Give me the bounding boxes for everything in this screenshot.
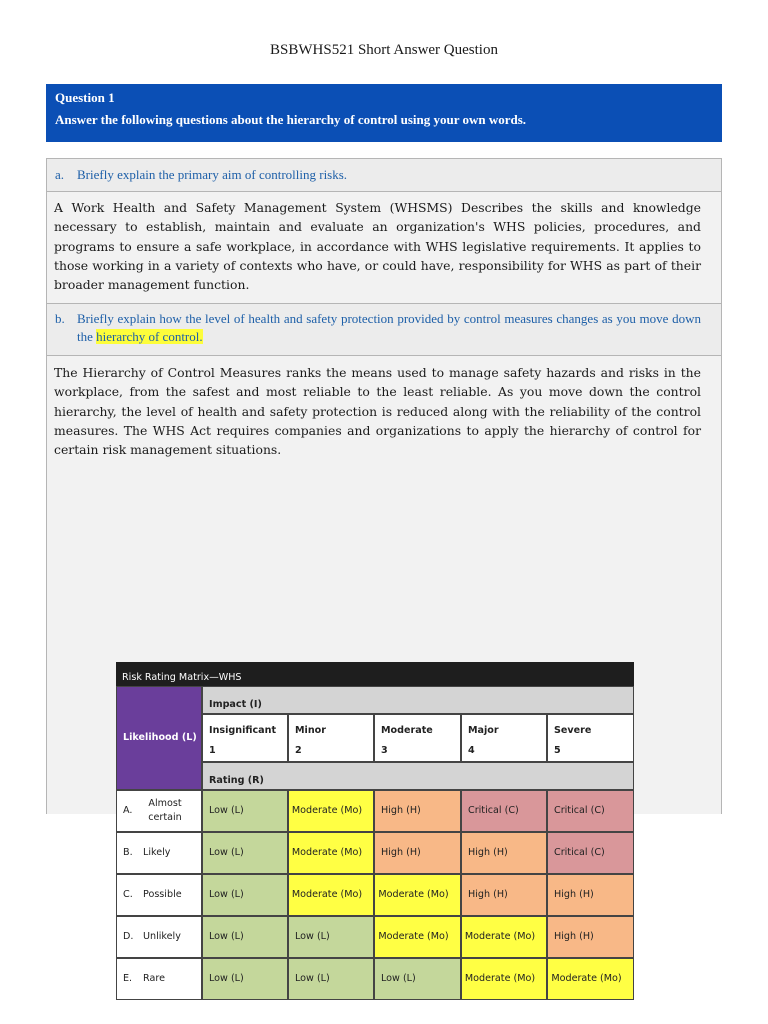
risk-rating-cell: Critical (C)	[461, 790, 547, 832]
impact-column-header	[547, 714, 634, 762]
likelihood-row-label	[116, 958, 202, 1000]
likelihood-row-label	[116, 832, 202, 874]
question-instruction: Answer the following questions about the hierarchy of control using your own words.	[55, 112, 527, 127]
risk-rating-cell: Low (L)	[202, 958, 288, 1000]
impact-value: 4	[468, 745, 475, 756]
likelihood-text: Almost certain	[148, 798, 182, 823]
risk-rating-cell: Moderate (Mo)	[288, 790, 374, 832]
likelihood-row-label	[116, 790, 202, 832]
impact-value: 5	[554, 745, 561, 756]
impact-label: Severe	[554, 725, 592, 736]
risk-rating-cell: High (H)	[547, 874, 634, 916]
impact-column-header	[374, 714, 461, 762]
impact-column-header	[288, 714, 374, 762]
impact-value: 2	[295, 745, 302, 756]
risk-rating-cell: Moderate (Mo)	[461, 958, 547, 1000]
risk-rating-matrix	[116, 662, 634, 1000]
risk-rating-cell: Low (L)	[288, 958, 374, 1000]
likelihood-row-label	[116, 916, 202, 958]
likelihood-letter: E.	[123, 973, 133, 985]
question-a	[47, 159, 721, 192]
risk-rating-cell: High (H)	[374, 832, 461, 874]
question-b-letter: b.	[55, 311, 65, 326]
impact-column-header	[202, 714, 288, 762]
risk-rating-cell: High (H)	[374, 790, 461, 832]
question-banner	[46, 84, 722, 142]
likelihood-text: Unlikely	[143, 931, 181, 942]
risk-rating-cell: Critical (C)	[547, 832, 634, 874]
risk-rating-cell: Moderate (Mo)	[374, 916, 461, 958]
likelihood-text: Likely	[143, 847, 171, 858]
risk-rating-cell: Moderate (Mo)	[288, 874, 374, 916]
question-table	[46, 158, 722, 985]
answer-a[interactable]: A Work Health and Safety Management System (WHSMS) Describes the skills and knowledge necessary to establish, maintain and evaluate an organization's WHS policies, procedures, and programs to ensure a safe workplace, in accordance with WHS legislative requirements. It applies to those working in a variety of contexts who have, or could have, responsibility for WHS as part of their broader management function.	[47, 192, 721, 304]
question-b	[47, 304, 721, 356]
likelihood-text: Possible	[143, 889, 182, 900]
question-number: Question 1	[55, 90, 115, 105]
risk-rating-cell: Low (L)	[288, 916, 374, 958]
risk-rating-cell: Moderate (Mo)	[461, 916, 547, 958]
risk-rating-cell: Moderate (Mo)	[288, 832, 374, 874]
likelihood-letter: C.	[123, 889, 133, 901]
likelihood-letter: B.	[123, 847, 133, 859]
question-b-highlight: hierarchy of control.	[96, 329, 203, 344]
risk-rating-cell: Moderate (Mo)	[547, 958, 634, 1000]
question-b-text: Briefly explain how the level of health and safety protection provided by control measures changes as you move down the	[77, 311, 701, 344]
risk-rating-cell: Critical (C)	[547, 790, 634, 832]
impact-header: Impact (I)	[202, 686, 634, 714]
answer-b-text[interactable]: The Hierarchy of Control Measures ranks the means used to manage safety hazards and risks in the workplace, from the safest and most reliable to the least reliable. As you move down the control hierarchy, the level of health and safety protection is reduced along with the reliability of the control measures. The WHS Act requires companies and organizations to apply the hierarchy of control for certain risk management situations.	[54, 365, 701, 458]
risk-rating-cell: Low (L)	[202, 916, 288, 958]
risk-rating-cell: Low (L)	[374, 958, 461, 1000]
risk-rating-cell: Moderate (Mo)	[374, 874, 461, 916]
impact-label: Minor	[295, 725, 326, 736]
risk-rating-cell: Low (L)	[202, 832, 288, 874]
impact-column-header	[461, 714, 547, 762]
matrix-title: Risk Rating Matrix—WHS	[116, 662, 634, 686]
risk-rating-cell: Low (L)	[202, 790, 288, 832]
document-title: BSBWHS521 Short Answer Question	[270, 42, 498, 58]
question-a-letter: a.	[55, 167, 65, 182]
likelihood-letter: D.	[123, 931, 134, 943]
risk-rating-cell: High (H)	[461, 874, 547, 916]
risk-rating-cell: High (H)	[461, 832, 547, 874]
impact-label: Major	[468, 725, 499, 736]
answer-b	[47, 356, 721, 985]
likelihood-row-label	[116, 874, 202, 916]
likelihood-text: Rare	[143, 973, 165, 984]
risk-rating-cell: Low (L)	[202, 874, 288, 916]
question-a-text: Briefly explain the primary aim of controlling risks.	[77, 167, 348, 182]
impact-value: 3	[381, 745, 388, 756]
risk-rating-cell: High (H)	[547, 916, 634, 958]
impact-label: Moderate	[381, 725, 433, 736]
rating-header: Rating (R)	[202, 762, 634, 790]
likelihood-letter: A.	[123, 805, 133, 817]
likelihood-header: Likelihood (L)	[116, 686, 202, 790]
impact-value: 1	[209, 745, 216, 756]
impact-label: Insignificant	[209, 725, 277, 736]
